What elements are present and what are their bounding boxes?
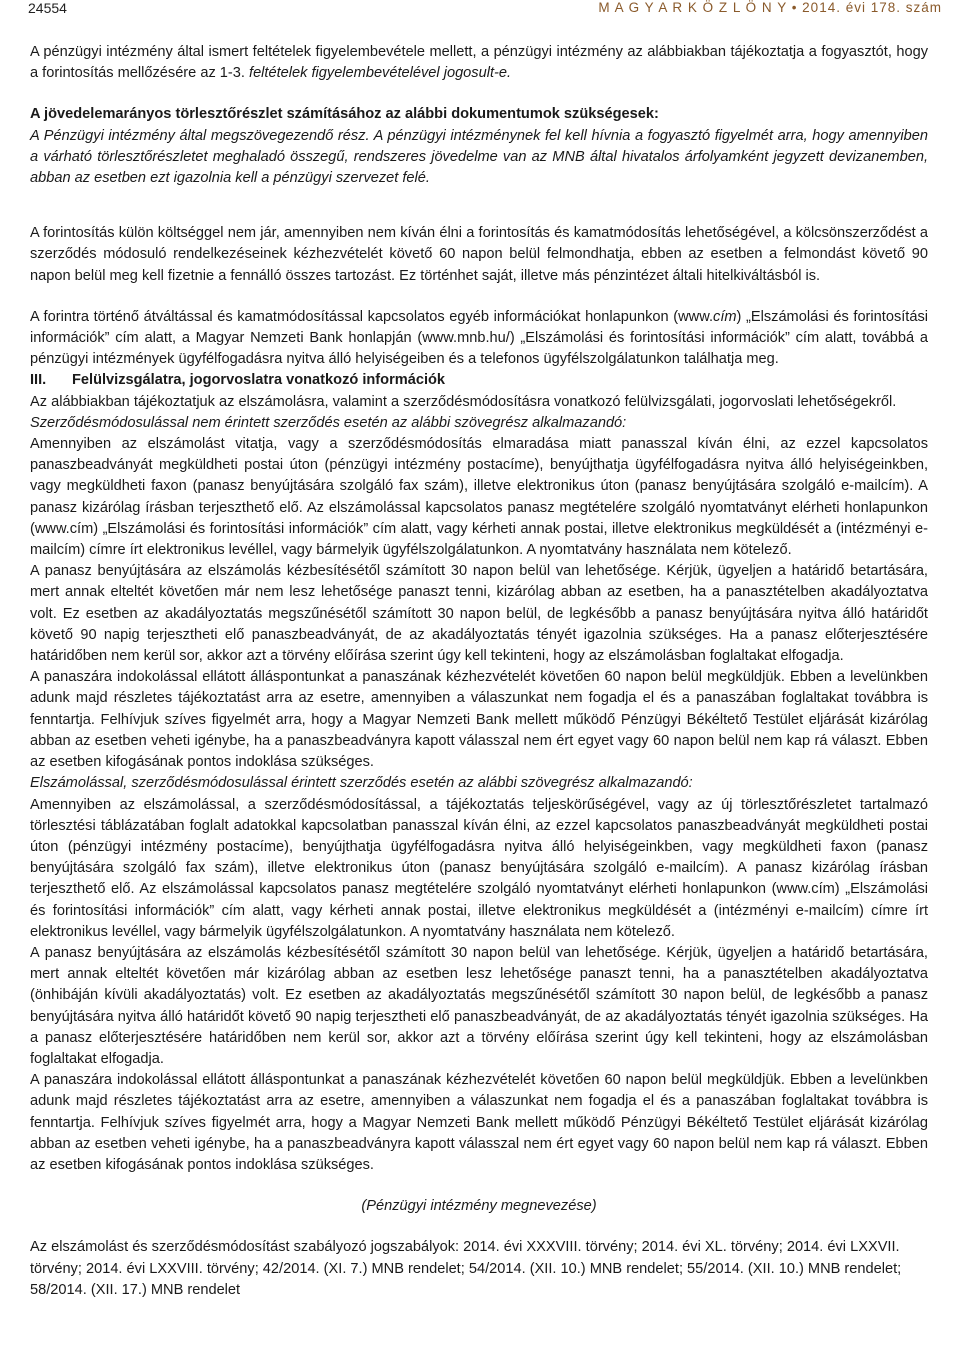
section-title: Felülvizsgálatra, jogorvoslatra vonatkozó információk <box>72 372 446 389</box>
cost-paragraph: A forintosítás külön költséggel nem jár, amennyiben nem kíván élni a forintosítás és kamatmódosítás lehetőségével, a kölcsönszerződést a szerződés módosuló rendelkezéseinek kézhezvételét követő 60 napon belül felmondhatja, ebben az esetben a felmondást követő 90 napon belül meg kell fizetnie a fennálló összes tartozást. Ez történhet saját, illetve más pénzintézet általi hitelkiváltásból is. <box>30 225 928 284</box>
page-header <box>24 0 942 18</box>
intro-text: A pénzügyi intézmény által ismert feltételek figyelembevétele mellett, a pénzügyi intézmény az alábbiakban tájékoztatja a fogyasztót, hogy a forintosítás mellőzésére az 1-3. <box>30 44 928 82</box>
subsection-2-paragraph-2: A panasz benyújtására az elszámolás kézbesítésétől számított 30 napon belül van lehetősége. Kérjük, ügyeljen a határidő betartására, mert annak elteltét követően már kizárólag abban az esetben lesz lehetősége panaszt tenni, ha a panasztételben akadályoztatva (önhibáján kívüli akadályoztatás) volt. Ez esetben az akadályoztatás megszűnésétől számított 30 napon belül, de legkésőbb a panasz benyújtására nyitva álló határidőt követő 90 napig terjesztheti elő panaszbeadványát, de az akadályoztatás tényét igazolnia szükséges. Ha a panasz előterjesztésére határidőben nem kerül sor, akkor azt a törvény előírása szerint úgy kell tekinteni, hogy az elszámolásban foglaltakat elfogadja. <box>30 944 928 1067</box>
info-paragraph <box>30 307 928 371</box>
intro-italic-text: feltételek figyelembevételével jogosult-e. <box>249 65 512 82</box>
legal-basis: Az elszámolást és szerződésmódosítást szabályozó jogszabályok: 2014. évi XXXVIII. törvény; 2014. évi XL. törvény; 2014. évi LXXVII. törvény; 2014. évi LXXVIII. törvény; 42/2014. (XI. 7.) MNB rendelet; 54/2014. (XII. 10.) MNB rendelet; 55/2014. (XII. 10.) MNB rendelet; 58/2014. (XII. 17.) MNB rendelet <box>30 1239 902 1298</box>
journal-title: M A G Y A R K Ö Z L Ö N Y • 2014. évi 178. szám <box>598 0 942 15</box>
page-number: 24554 <box>28 0 67 16</box>
section-heading <box>30 370 928 391</box>
info-text-1: A forintra történő átváltással és kamatmódosítással kapcsolatos egyéb információkat honlapunkon (www. <box>30 308 714 325</box>
section-intro: Az alábbiakban tájékoztatjuk az elszámolásra, valamint a szerződésmódosításra vonatkozó felülvizsgálati, jogorvoslati lehetőségekről. <box>30 393 897 410</box>
subsection-2-heading: Elszámolással, szerződésmódosulással érintett szerződés esetén az alábbi szövegrész alkalmazandó: <box>30 775 693 792</box>
subsection-2-paragraph-3: A panaszára indokolással ellátott álláspontunkat a panaszának kézhezvételét követően 60 napon belül megküldjük. Ebben a levelünkben adunk majd részletes tájékoztatást arra az esetre, amennyiben a válaszunkat nem fogadja el és a panaszában foglaltakat továbbra is fenntartja. Felhívjuk szíves figyelmét arra, hogy a Magyar Nemzeti Bank mellett működő Pénzügyi Békéltető Testület eljárását kizárólag abban az esetben veheti igénybe, ha a panaszbeadványra kapott válasszal nem ért egyet vagy 60 napon belül nem kap rá választ. Ebben az esetben kifogásának pontos indoklása szükséges. <box>30 1072 928 1173</box>
subsection-1-paragraph-2: A panasz benyújtására az elszámolás kézbesítésétől számított 30 napon belül van lehetősége. Kérjük, ügyeljen a határidő betartására, mert annak elteltét követően már nem lesz lehetősége panaszt tenni, kizárólag abban az esetben, ha a panasztételben akadályoztatva volt. Ez esetben az akadályoztatás megszűnésétől számított 30 napon belül, de legkésőbb a panasz benyújtására nyitva álló határidőt követő 90 napig terjesztheti elő panaszbeadványát, de az akadályoztatás tényét igazolnia szükséges. Ha a panasz előterjesztésére határidőben nem kerül sor, akkor azt a törvény előírása szerint úgy kell tekinteni, hogy az elszámolásban foglaltakat elfogadja. <box>30 563 928 665</box>
subsection-1-paragraph-1: Amennyiben az elszámolást vitatja, vagy a szerződésmódosítás elmaradása miatt panasszal kíván élni, az ezzel kapcsolatos panaszbeadványát megküldheti postai úton (pénzügyi intézmény postacíme), benyújthatja ügyfélfogadásra nyitva álló helyiségeinkben, vagy megküldheti faxon (panasz benyújtására szolgáló fax szám), illetve elektronikus úton (panasz benyújtására szolgáló e-mailcím). A panasz kizárólag írásban terjeszthető elő. Az elszámolással kapcsolatos panasz megtételére szolgáló nyomtatványt elérheti honlapunkon (www.cím) „Elszámolási és forintosítási információk” cím alatt, vagy kérheti annak postai, illetve elektronikus megküldését a (intézményi e-mailcím) címre írt elektronikus levéllel, vagy bármelyik ügyfélszolgálatunkon. A nyomtatvány használata nem kötelező. <box>30 436 928 559</box>
section-number: III. <box>30 372 47 389</box>
documents-note: A Pénzügyi intézmény által megszövegezendő rész. A pénzügyi intézménynek fel kell hívnia a fogyasztó figyelmét arra, hogy amennyiben a várható törlesztőrészletet meghaladó összegű, rendszeres jövedelme van az MNB által hivatalos árfolyamként jegyzett devizanemben, abban az esetben ezt igazolnia kell a pénzügyi szervezet felé. <box>30 127 928 187</box>
documents-heading: A jövedelemarányos törlesztőrészlet számításához az alábbi dokumentumok szükségesek: <box>30 106 659 123</box>
info-text-2: ) „Elszámolási és forintosítási információk” cím alatt, a Magyar Nemzeti Bank honlapján (www.mnb.hu/) „Elszámolási és forintosítási információk” cím alatt, továbbá a pénzügyi intézmények ügyfélfogadásra nyitva álló helyiségeiben és a telefonos ügyfélszolgálatunkon találhatja meg. <box>30 308 929 368</box>
institution-name-placeholder: (Pénzügyi intézmény megnevezése) <box>361 1198 597 1215</box>
subsection-1-paragraph-3: A panaszára indokolással ellátott álláspontunkat a panaszának kézhezvételét követően 60 napon belül megküldjük. Ebben a levelünkben adunk majd részletes tájékoztatást arra az esetre, amennyiben a válaszunkat nem fogadja el és a panaszában foglaltakat továbbra is fenntartja. Felhívjuk szíves figyelmét arra, hogy a Magyar Nemzeti Bank mellett működő Pénzügyi Békéltető Testület eljárását kizárólag abban az esetben veheti igénybe, ha a panaszbeadványra kapott válasszal nem ért egyet vagy 60 napon belül nem kap rá választ. Ebben az esetben kifogásának pontos indoklása szükséges. <box>30 669 928 771</box>
info-cim-placeholder: cím <box>713 308 737 325</box>
subsection-1-heading: Szerződésmódosulással nem érintett szerződés esetén az alábbi szövegrész alkalmazandó: <box>30 414 627 431</box>
intro-paragraph <box>30 42 928 84</box>
subsection-2-paragraph-1: Amennyiben az elszámolással, a szerződésmódosítással, a tájékoztatás teljeskörűségével, vagy az új törlesztőrészletet tartalmazó törlesztési táblázatában foglalt adatokkal kapcsolatban panasszal kíván élni, az ezzel kapcsolatos panaszbeadványát megküldheti postai úton (pénzügyi intézmény postacíme), benyújthatja ügyfélfogadásra nyitva álló helyiségeinkben, vagy megküldheti faxon (panasz benyújtására szolgáló fax szám), illetve elektronikus úton (panasz benyújtására szolgáló e-mailcím). A panasz kizárólag írásban terjeszthető elő. Az elszámolással kapcsolatos panasz megtételére szolgáló nyomtatványt elérheti honlapunkon (www.cím) „Elszámolási és forintosítási információk” cím alatt, vagy kérheti annak postai, illetve elektronikus megküldését a (intézményi e-mailcím) címre írt elektronikus levéllel, vagy bármelyik ügyfélszolgálatunkon. A nyomtatvány használata nem kötelező. <box>30 796 928 940</box>
document-body <box>30 42 928 1301</box>
